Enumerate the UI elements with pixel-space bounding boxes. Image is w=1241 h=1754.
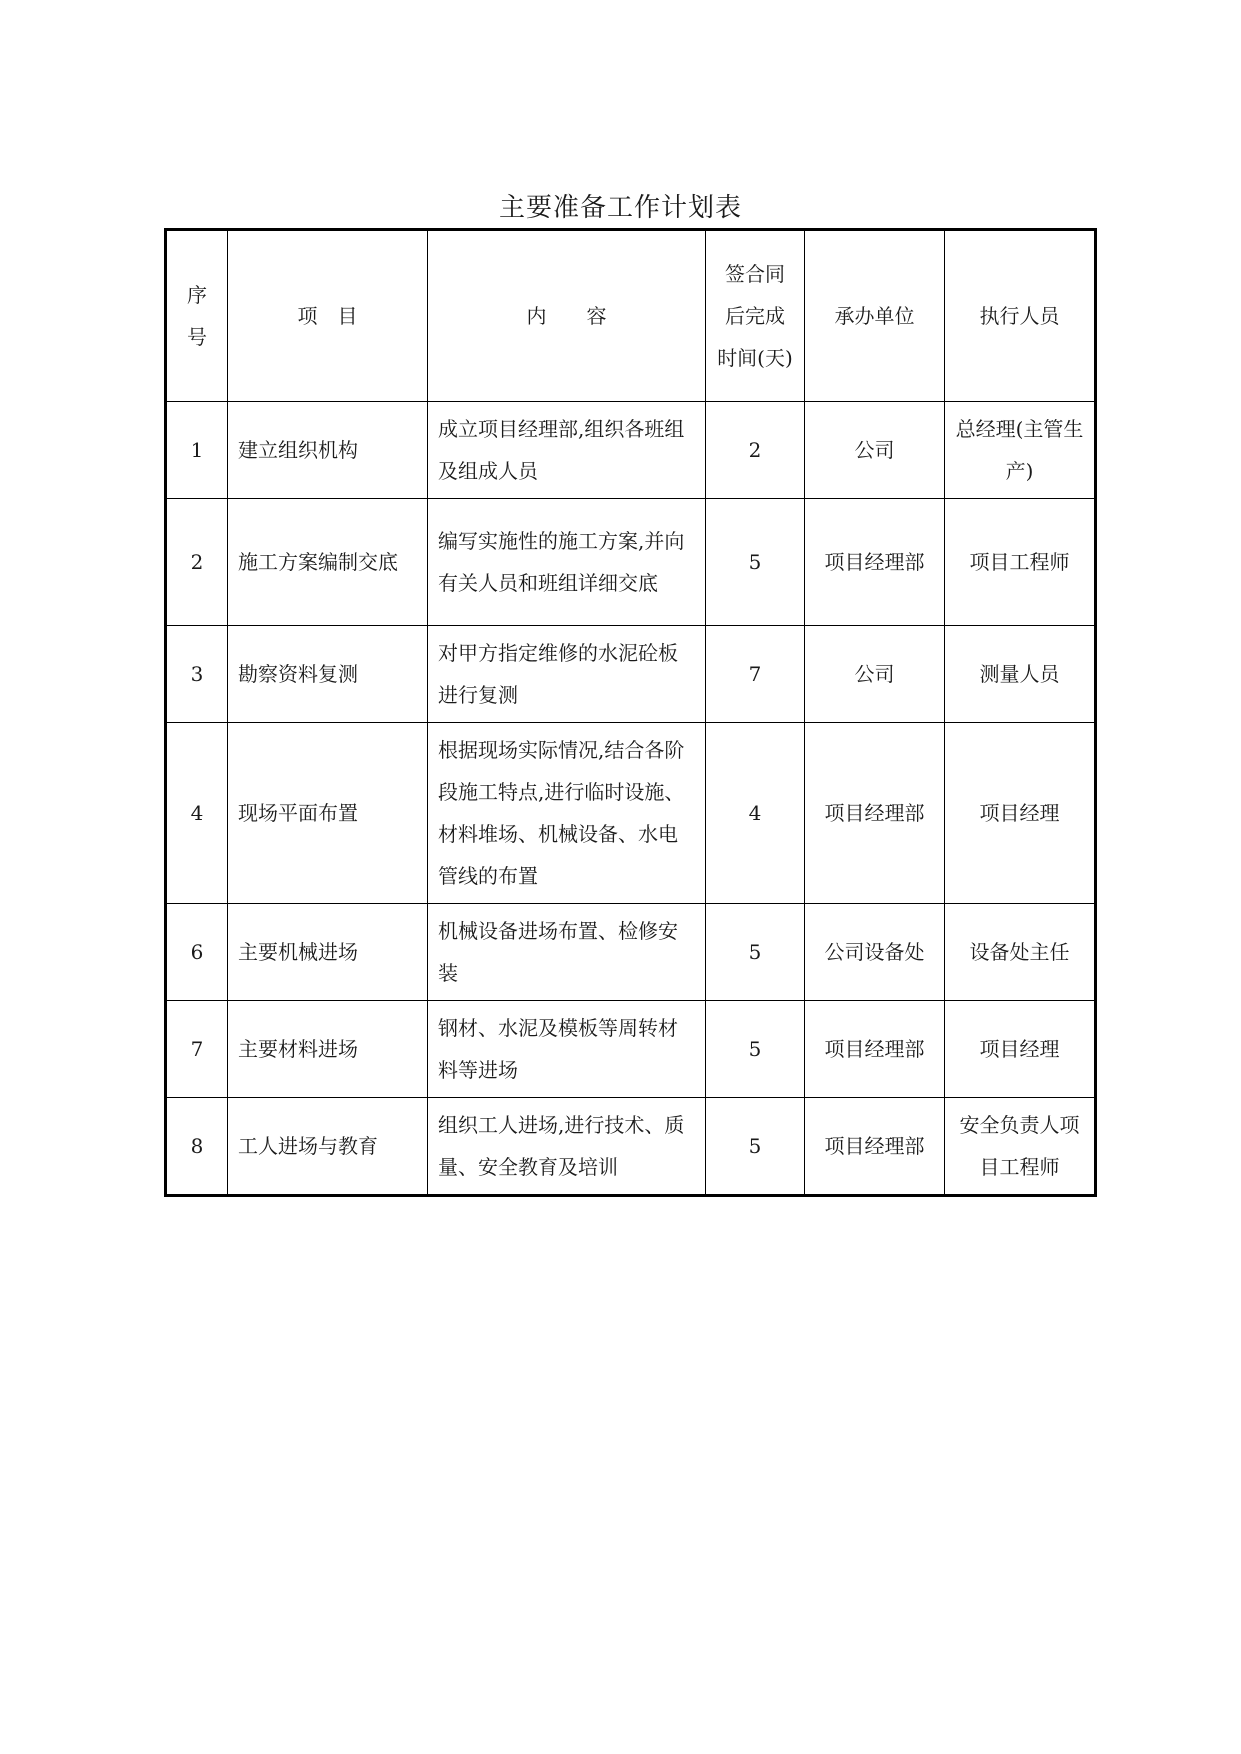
cell-item: 主要材料进场 [228, 1001, 428, 1098]
cell-person: 项目经理 [945, 723, 1096, 904]
cell-content: 钢材、水泥及模板等周转材料等进场 [428, 1001, 706, 1098]
cell-days: 5 [706, 1098, 805, 1196]
cell-item: 现场平面布置 [228, 723, 428, 904]
header-days: 签合同后完成时间(天) [706, 230, 805, 402]
cell-unit: 公司 [805, 626, 945, 723]
cell-content: 机械设备进场布置、检修安装 [428, 904, 706, 1001]
cell-person: 总经理(主管生产) [945, 402, 1096, 499]
cell-seq: 7 [166, 1001, 228, 1098]
cell-item: 建立组织机构 [228, 402, 428, 499]
cell-days: 2 [706, 402, 805, 499]
cell-content: 组织工人进场,进行技术、质量、安全教育及培训 [428, 1098, 706, 1196]
cell-item: 施工方案编制交底 [228, 499, 428, 626]
work-plan-table [164, 228, 1097, 1197]
cell-days: 5 [706, 1001, 805, 1098]
cell-content: 编写实施性的施工方案,并向有关人员和班组详细交底 [428, 499, 706, 626]
table-row [166, 904, 1096, 1001]
cell-unit: 项目经理部 [805, 499, 945, 626]
cell-item: 工人进场与教育 [228, 1098, 428, 1196]
table-row [166, 499, 1096, 626]
header-seq: 序号 [166, 230, 228, 402]
cell-item: 主要机械进场 [228, 904, 428, 1001]
cell-content: 根据现场实际情况,结合各阶段施工特点,进行临时设施、材料堆场、机械设备、水电管线的布置 [428, 723, 706, 904]
cell-days: 5 [706, 499, 805, 626]
document-title: 主要准备工作计划表 [498, 193, 742, 223]
cell-person: 安全负责人项目工程师 [945, 1098, 1096, 1196]
cell-seq: 3 [166, 626, 228, 723]
header-content: 内 容 [428, 230, 706, 402]
cell-days: 7 [706, 626, 805, 723]
cell-person: 项目经理 [945, 1001, 1096, 1098]
cell-days: 4 [706, 723, 805, 904]
cell-seq: 2 [166, 499, 228, 626]
cell-unit: 项目经理部 [805, 1001, 945, 1098]
table-row [166, 1001, 1096, 1098]
header-item: 项 目 [228, 230, 428, 402]
cell-content: 对甲方指定维修的水泥砼板进行复测 [428, 626, 706, 723]
table-header-row [166, 230, 1096, 402]
header-unit: 承办单位 [805, 230, 945, 402]
cell-unit: 公司设备处 [805, 904, 945, 1001]
cell-seq: 8 [166, 1098, 228, 1196]
cell-days: 5 [706, 904, 805, 1001]
cell-unit: 公司 [805, 402, 945, 499]
cell-seq: 4 [166, 723, 228, 904]
cell-unit: 项目经理部 [805, 723, 945, 904]
cell-person: 设备处主任 [945, 904, 1096, 1001]
table-row [166, 723, 1096, 904]
table-row [166, 402, 1096, 499]
table-row [166, 1098, 1096, 1196]
cell-unit: 项目经理部 [805, 1098, 945, 1196]
cell-person: 项目工程师 [945, 499, 1096, 626]
header-person: 执行人员 [945, 230, 1096, 402]
cell-person: 测量人员 [945, 626, 1096, 723]
cell-item: 勘察资料复测 [228, 626, 428, 723]
cell-seq: 1 [166, 402, 228, 499]
cell-content: 成立项目经理部,组织各班组及组成人员 [428, 402, 706, 499]
table-row [166, 626, 1096, 723]
cell-seq: 6 [166, 904, 228, 1001]
